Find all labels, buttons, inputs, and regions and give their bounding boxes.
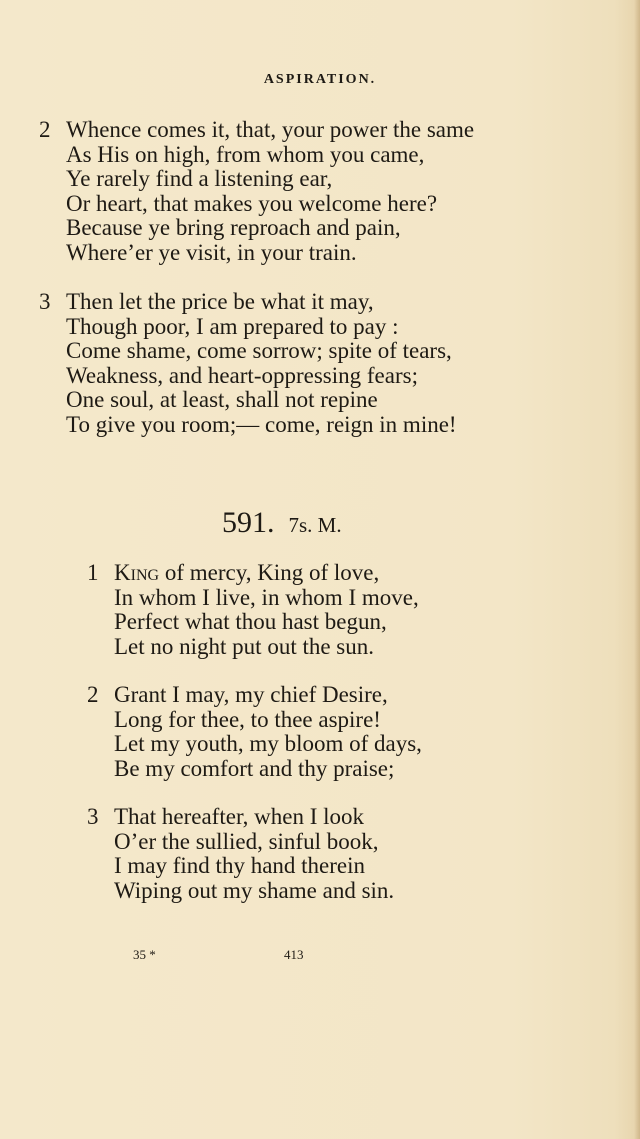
stanza-number: 3 — [87, 804, 99, 829]
stanza-number: 1 — [87, 560, 99, 585]
verse-line: Be my comfort and thy praise; — [114, 755, 395, 781]
verse-line: Grant I may, my chief Desire, — [114, 682, 388, 707]
stanza-3-previous-hymn — [39, 289, 457, 438]
verse-line: Where’er ye visit, in your train. — [66, 239, 357, 265]
verse-line-first — [114, 561, 419, 586]
verse-line: That hereafter, when I look — [114, 804, 365, 829]
hymn-meter: 7s. M. — [288, 513, 342, 537]
running-head: ASPIRATION. — [263, 72, 377, 87]
stanza-2-previous-hymn — [39, 117, 475, 266]
page-edge-shadow — [634, 0, 640, 1139]
hymn-591-stanza-2 — [87, 682, 422, 781]
verse-line: Though poor, I am prepared to pay : — [66, 313, 399, 339]
stanza-number: 3 — [39, 289, 51, 314]
verse-line: Perfect what thou hast begun, — [114, 609, 387, 635]
verse-line: Because ye bring reproach and pain, — [66, 215, 401, 241]
signature-mark: 35 * — [133, 947, 156, 962]
verse-line: O’er the sullied, sinful book, — [114, 828, 379, 854]
verse-line: As His on high, from whom you came, — [66, 141, 425, 167]
hymn-591-stanza-3 — [87, 804, 395, 903]
stanza-number: 2 — [87, 682, 99, 707]
first-word: King — [114, 560, 160, 585]
verse-line: To give you room;— come, reign in mine! — [66, 411, 457, 437]
verse-line: Come shame, come sorrow; spite of tears, — [66, 338, 452, 364]
verse-line: Ye rarely find a listening ear, — [66, 166, 333, 192]
stanza-number: 2 — [39, 117, 51, 142]
first-line-rest: of mercy, King of love, — [159, 560, 380, 585]
page-number: 413 — [284, 947, 304, 962]
verse-line: Wiping out my shame and sin. — [114, 877, 395, 903]
verse-line: Weakness, and heart-oppressing fears; — [66, 362, 418, 388]
hymn-number: 591. — [222, 506, 275, 539]
verse-line: Long for thee, to thee aspire! — [114, 706, 381, 732]
verse-line: Whence comes it, that, your power the same — [66, 117, 475, 142]
verse-line: Or heart, that makes you welcome here? — [66, 190, 438, 216]
verse-line: I may find thy hand therein — [114, 853, 366, 879]
verse-line: In whom I live, in whom I move, — [114, 584, 419, 610]
hymn-591-stanza-1 — [87, 560, 419, 659]
verse-line: Then let the price be what it may, — [66, 289, 374, 314]
hymn-heading — [222, 506, 342, 540]
verse-line: Let my youth, my bloom of days, — [114, 731, 422, 757]
verse-line: Let no night put out the sun. — [114, 633, 375, 659]
verse-line: One soul, at least, shall not repine — [66, 387, 378, 413]
